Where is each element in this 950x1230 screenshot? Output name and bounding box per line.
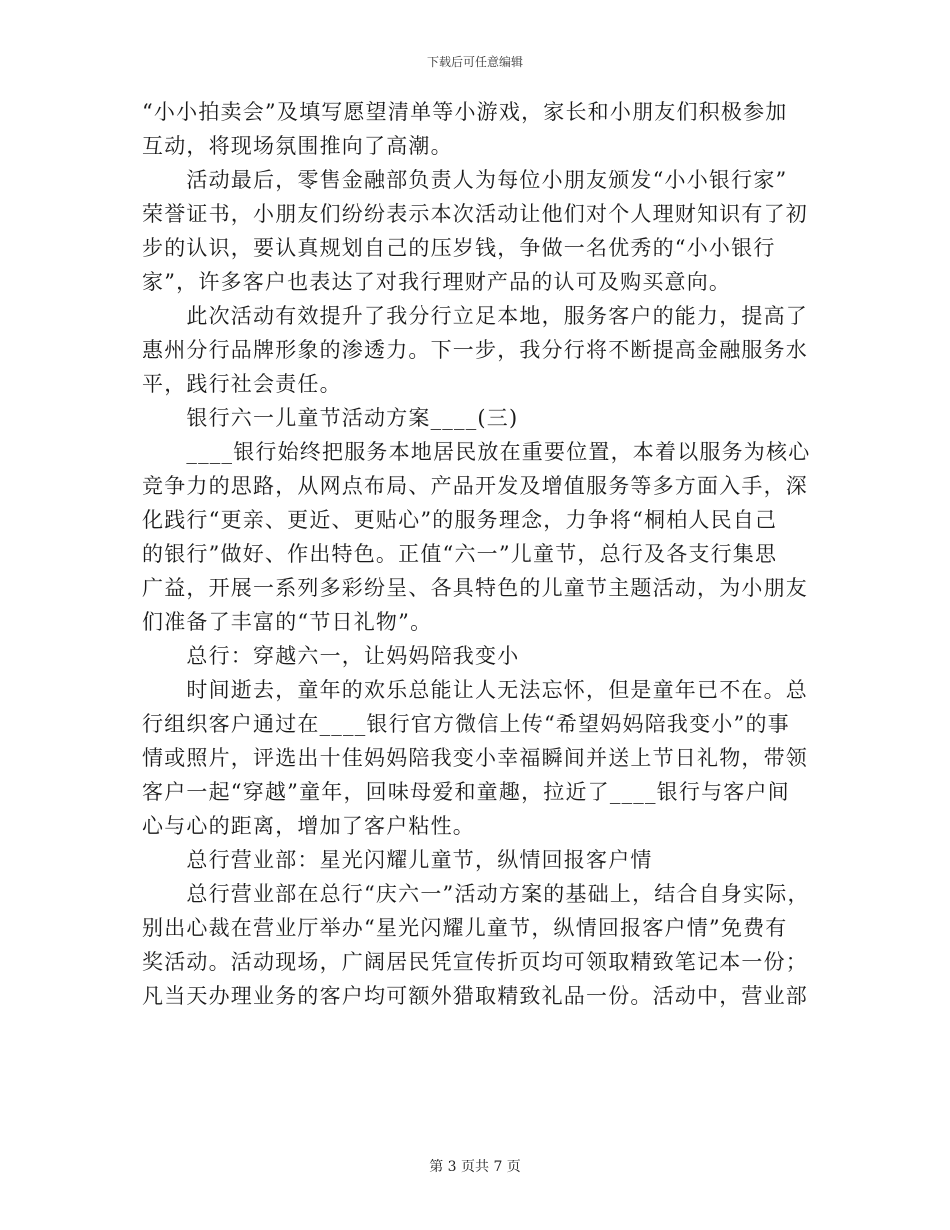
text-line: 互动，将现场氛围推向了高潮。 bbox=[142, 134, 453, 158]
text-line: 奖活动。活动现场，广阔居民凭宣传折页均可领取精致笔记本一份； bbox=[142, 950, 808, 974]
text-line: 客户一起“穿越”童年，回味母爱和童趣，拉近了____银行与客户间 bbox=[142, 780, 790, 804]
text-line: 们准备了丰富的“节日礼物”。 bbox=[142, 610, 433, 634]
text-line: 广益，开展一系列多彩纷呈、各具特色的儿童节主题活动，为小朋友 bbox=[142, 576, 808, 600]
text-line: 心与心的距离，增加了客户粘性。 bbox=[142, 814, 475, 838]
section-heading: 银行六一儿童节活动方案____(三) bbox=[142, 406, 519, 430]
text-line: 情或照片，评选出十佳妈妈陪我变小幸福瞬间并送上节日礼物，带领 bbox=[142, 746, 808, 770]
text-line: 化践行“更亲、更近、更贴心”的服务理念，力争将“桐柏人民自己 bbox=[142, 508, 778, 532]
text-line: 惠州分行品牌形象的渗透力。下一步，我分行将不断提高金融服务水 bbox=[142, 338, 808, 362]
text-line: 此次活动有效提升了我分行立足本地，服务客户的能力，提高了 bbox=[142, 304, 808, 328]
text-line: 平，践行社会责任。 bbox=[142, 372, 342, 396]
subsection-heading: 总行营业部：星光闪耀儿童节，纵情回报客户情 bbox=[142, 848, 653, 872]
text-line: 荣誉证书，小朋友们纷纷表示本次活动让他们对个人理财知识有了初 bbox=[142, 202, 808, 226]
text-line: 活动最后，零售金融部负责人为每位小朋友颁发“小小银行家” bbox=[142, 168, 788, 192]
text-line: 的银行”做好、作出特色。正值“六一”儿童节，总行及各支行集思 bbox=[142, 542, 778, 566]
text-line: 别出心裁在营业厅举办“星光闪耀儿童节，纵情回报客户情”免费有 bbox=[142, 916, 788, 940]
text-line: 总行营业部在总行“庆六一”活动方案的基础上，结合自身实际， bbox=[142, 882, 810, 906]
text-line: 行组织客户通过在____银行官方微信上传“希望妈妈陪我变小”的事 bbox=[142, 712, 790, 736]
page-header: 下载后可任意编辑 bbox=[426, 55, 523, 69]
text-line: 家”，许多客户也表达了对我行理财产品的认可及购买意向。 bbox=[142, 270, 732, 294]
text-line: 步的认识，要认真规划自己的压岁钱，争做一名优秀的“小小银行 bbox=[142, 236, 776, 260]
document-body bbox=[142, 95, 811, 1013]
text-line: 竞争力的思路，从网点布局、产品开发及增值服务等多方面入手，深 bbox=[142, 474, 808, 498]
subsection-heading: 总行：穿越六一，让妈妈陪我变小 bbox=[142, 644, 520, 668]
text-line: 凡当天办理业务的客户均可额外猎取精致礼品一份。活动中，营业部 bbox=[142, 984, 808, 1008]
text-line: 时间逝去，童年的欢乐总能让人无法忘怀，但是童年已不在。总 bbox=[142, 678, 808, 702]
page-footer: 第 3 页共 7 页 bbox=[429, 1159, 521, 1175]
text-line: “小小拍卖会”及填写愿望清单等小游戏，家长和小朋友们积极参加 bbox=[142, 100, 788, 124]
text-line: ____银行始终把服务本地居民放在重要位置，本着以服务为核心 bbox=[142, 440, 811, 464]
